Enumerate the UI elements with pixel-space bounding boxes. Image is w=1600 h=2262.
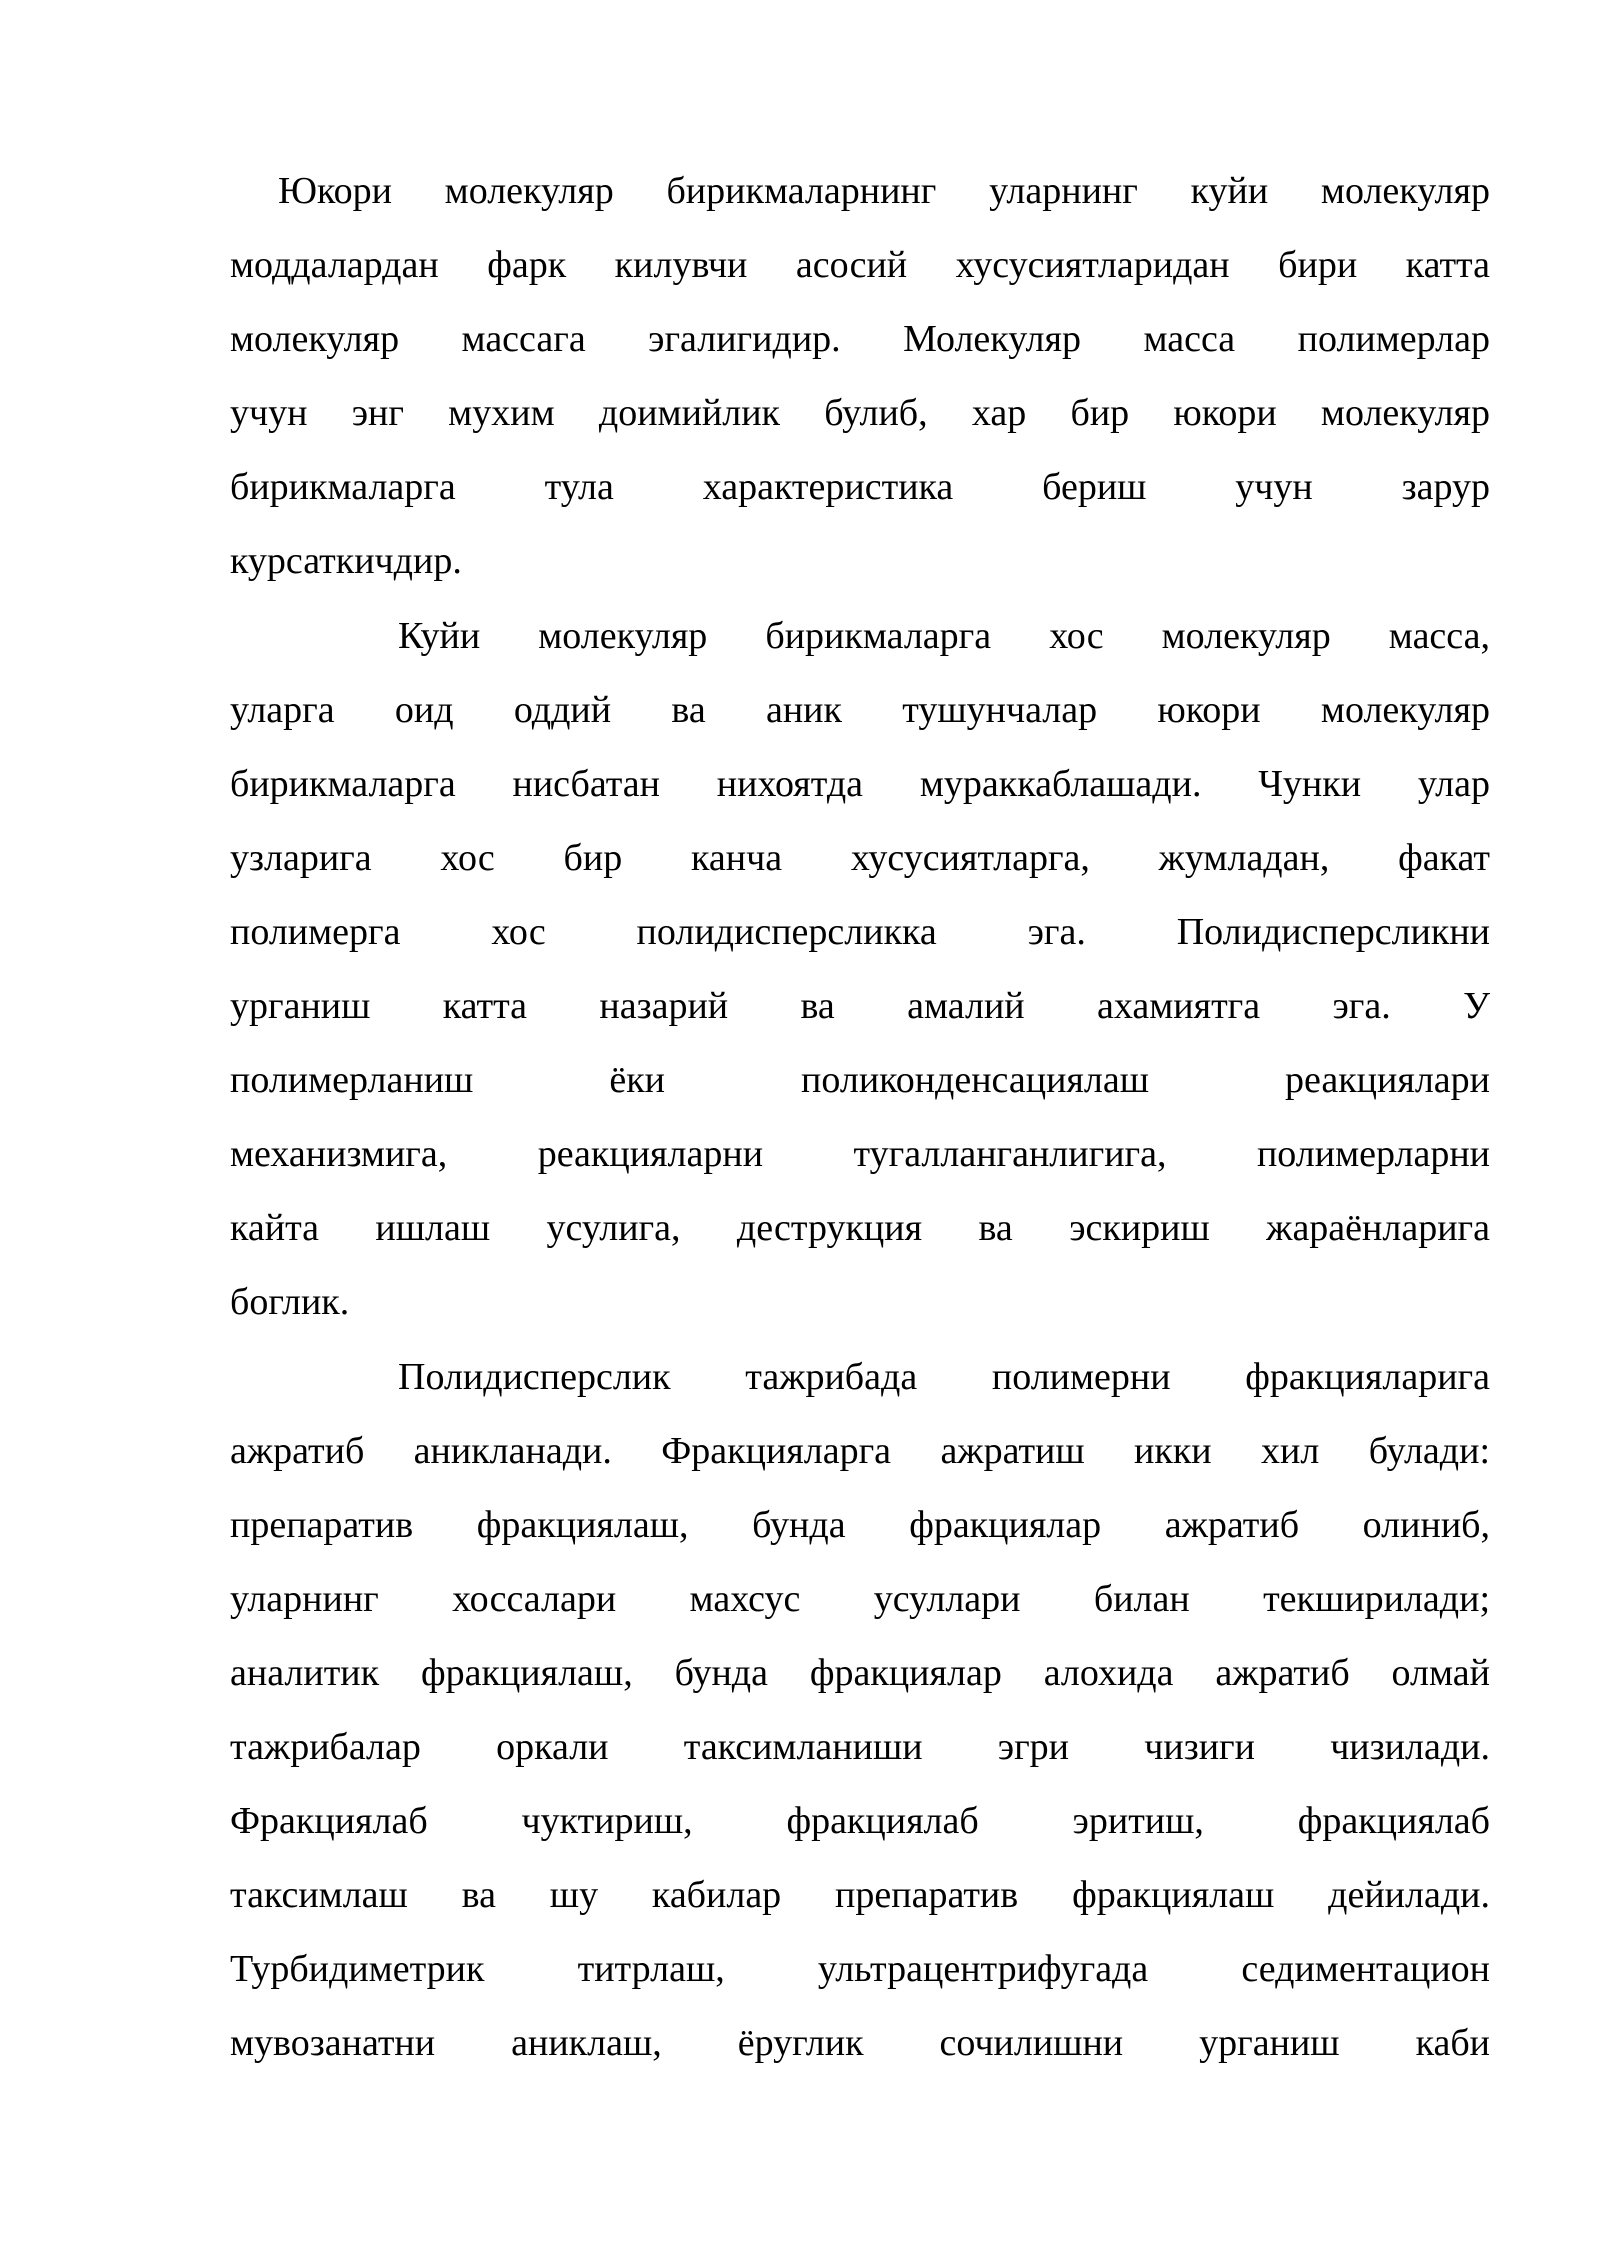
text-line: Турбидиметрик титрлаш, ультрацентрифугада седиментацион — [230, 1948, 1490, 1991]
text-line: бирикмаларга нисбатан нихоятда мураккаблашади. Чунки улар — [230, 762, 1490, 805]
text-line: учун энг мухим доимийлик булиб, хар бир юкори молекуляр — [230, 392, 1490, 435]
text-line: уларнинг хоссалари махсус усуллари билан текширилади; — [230, 1577, 1490, 1620]
text-line: курсаткичдир. — [230, 540, 462, 583]
text-line: тажрибалар оркали таксимланиши эгри чизиги чизилади. — [230, 1725, 1490, 1768]
text-line: ажратиб аникланади. Фракцияларга ажратиш икки хил булади: — [230, 1429, 1490, 1472]
text-line: полимерланиш ёки поликонденсациялаш реакциялари — [230, 1059, 1490, 1102]
text-line: аналитик фракциялаш, бунда фракциялар алохида ажратиб олмай — [230, 1651, 1490, 1694]
text-line: урганиш катта назарий ва амалий ахамиятга эга. У — [230, 985, 1490, 1028]
text-line: препаратив фракциялаш, бунда фракциялар ажратиб олиниб, — [230, 1503, 1490, 1546]
text-line: молекуляр массага эгалигидир. Молекуляр масса полимерлар — [230, 318, 1490, 361]
text-line: механизмига, реакцияларни тугалланганлигига, полимерларни — [230, 1133, 1490, 1176]
text-line: кайта ишлаш усулига, деструкция ва эскириш жараёнларига — [230, 1207, 1490, 1250]
text-line: Фракциялаб чуктириш, фракциялаб эритиш, фракциялаб — [230, 1800, 1490, 1843]
text-line: полимерга хос полидисперсликка эга. Полидисперсликни — [230, 910, 1490, 953]
text-line: моддалардан фарк килувчи асосий хусусиятларидан бири катта — [230, 244, 1490, 287]
text-line: Юкори молекуляр бирикмаларнинг уларнинг куйи молекуляр — [278, 170, 1490, 212]
text-line: таксимлаш ва шу кабилар препаратив фракциялаш дейилади. — [230, 1874, 1490, 1917]
text-line: мувозанатни аниклаш, ёруглик сочилишни урганиш каби — [230, 2022, 1490, 2065]
text-line: боглик. — [230, 1281, 350, 1324]
text-line: уларга оид оддий ва аник тушунчалар юкори молекуляр — [230, 688, 1490, 731]
text-line: узларига хос бир канча хусусиятларга, жумладан, факат — [230, 836, 1490, 879]
text-line: бирикмаларга тула характеристика бериш учун зарур — [230, 466, 1490, 509]
text-line: Куйи молекуляр бирикмаларга хос молекуляр масса, — [398, 614, 1490, 657]
body-text — [230, 154, 1490, 2080]
text-line: Полидисперслик тажрибада полимерни фракцияларига — [398, 1355, 1490, 1398]
